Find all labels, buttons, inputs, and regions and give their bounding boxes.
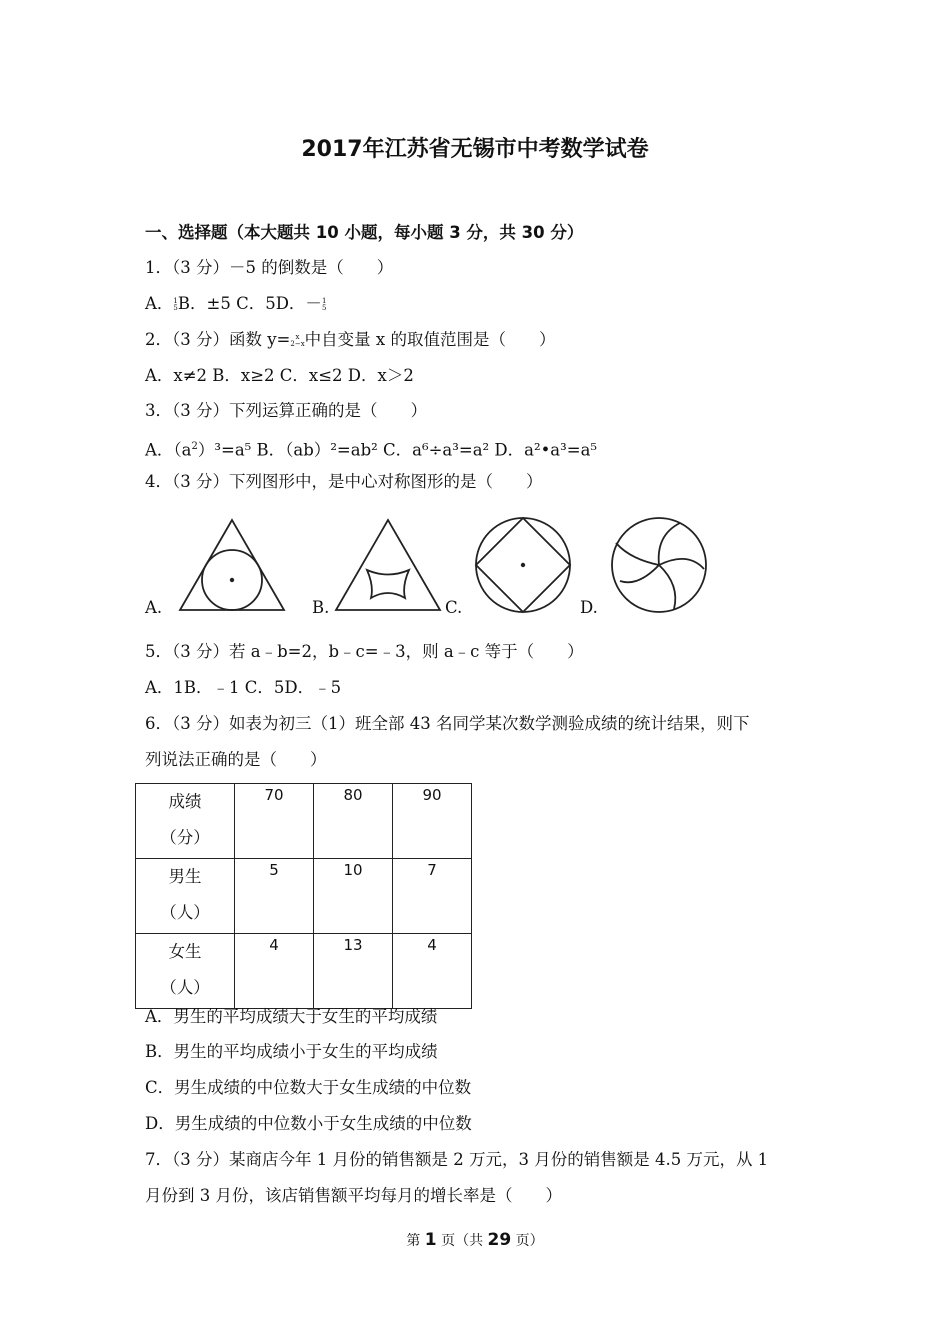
question-1-stem: 1．（3 分）－5 的倒数是（ ） bbox=[145, 258, 394, 277]
fraction: 1 5 bbox=[321, 296, 327, 312]
question-6-option-a: A．男生的平均成绩大于女生的平均成绩 bbox=[145, 1007, 438, 1026]
table-cell: 4 bbox=[393, 934, 472, 1009]
total-pages: 29 bbox=[487, 1230, 512, 1250]
row-header: 男生 （人） bbox=[136, 859, 235, 934]
question-2-stem: 2．（3 分）函数 y= x 2−x中自变量 x 的取值范围是（ ） bbox=[145, 330, 556, 349]
fraction: x 2−x bbox=[290, 332, 305, 348]
table-cell: 13 bbox=[314, 934, 393, 1009]
table-cell: 70 bbox=[235, 784, 314, 859]
score-table bbox=[135, 783, 472, 1009]
question-1-options bbox=[145, 292, 326, 316]
question-4-stem: 4．（3 分）下列图形中，是中心对称图形的是（ ） bbox=[145, 472, 543, 491]
page-number: 1 bbox=[424, 1230, 437, 1250]
question-2-options: A．x≠2 B．x≥2 C．x≤2 D．x＞2 bbox=[145, 366, 414, 385]
row-header: 成绩 （分） bbox=[136, 784, 235, 859]
question-6-stem-2: 列说法正确的是（ ） bbox=[145, 750, 327, 769]
question-3-stem: 3．（3 分）下列运算正确的是（ ） bbox=[145, 401, 427, 420]
table-cell: 5 bbox=[235, 859, 314, 934]
option-a-label: A． bbox=[145, 294, 174, 313]
row-header: 女生 （人） bbox=[136, 934, 235, 1009]
question-5-options: A．1B．﹣1 C．5D．﹣5 bbox=[145, 678, 342, 697]
question-5-stem: 5．（3 分）若 a﹣b=2，b﹣c=﹣3，则 a﹣c 等于（ ） bbox=[145, 642, 584, 661]
table-cell: 7 bbox=[393, 859, 472, 934]
section-heading: 一、选择题（本大题共 10 小题，每小题 3 分，共 30 分） bbox=[145, 223, 584, 242]
fraction: 1 5 bbox=[173, 296, 178, 312]
page-footer: 第 1 页（共 29 页） bbox=[406, 1230, 544, 1250]
question-6-option-d: D．男生成绩的中位数小于女生成绩的中位数 bbox=[145, 1114, 472, 1133]
question-6-option-b: B．男生的平均成绩小于女生的平均成绩 bbox=[145, 1042, 438, 1061]
page-title: 2017年江苏省无锡市中考数学试卷 bbox=[301, 137, 649, 162]
table-cell: 4 bbox=[235, 934, 314, 1009]
figure-a-triangle-incircle bbox=[176, 516, 288, 614]
table-cell: 90 bbox=[393, 784, 472, 859]
figure-d-label: D. bbox=[580, 598, 598, 617]
figure-d-circle-petals bbox=[608, 515, 712, 615]
table-row bbox=[136, 784, 472, 859]
table-row bbox=[136, 859, 472, 934]
options-text: B．±5 C．5D．－ bbox=[177, 294, 322, 313]
table-cell: 80 bbox=[314, 784, 393, 859]
figure-b-triangle-arcs bbox=[332, 516, 444, 614]
table-row bbox=[136, 934, 472, 1009]
question-7-stem-2: 月份到 3 月份，该店销售额平均每月的增长率是（ ） bbox=[145, 1186, 562, 1205]
figure-c-circle-square bbox=[472, 515, 576, 615]
question-3-options: A．$(a^2)^3=a^5$ B．（ab）²=ab² C．a⁶÷a³=a² D．a²•a³=a⁵ bbox=[145, 440, 598, 460]
figure-b-label: B. bbox=[312, 598, 330, 617]
figure-c-label: C. bbox=[445, 598, 463, 617]
table-cell: 10 bbox=[314, 859, 393, 934]
question-7-stem-1: 7．（3 分）某商店今年 1 月份的销售额是 2 万元，3 月份的销售额是 4.5 万元，从 1 bbox=[145, 1150, 769, 1169]
figure-a-label: A. bbox=[145, 598, 163, 617]
question-6-option-c: C．男生成绩的中位数大于女生成绩的中位数 bbox=[145, 1078, 472, 1097]
question-6-stem-1: 6．（3 分）如表为初三（1）班全部 43 名同学某次数学测验成绩的统计结果，则下 bbox=[145, 714, 750, 733]
